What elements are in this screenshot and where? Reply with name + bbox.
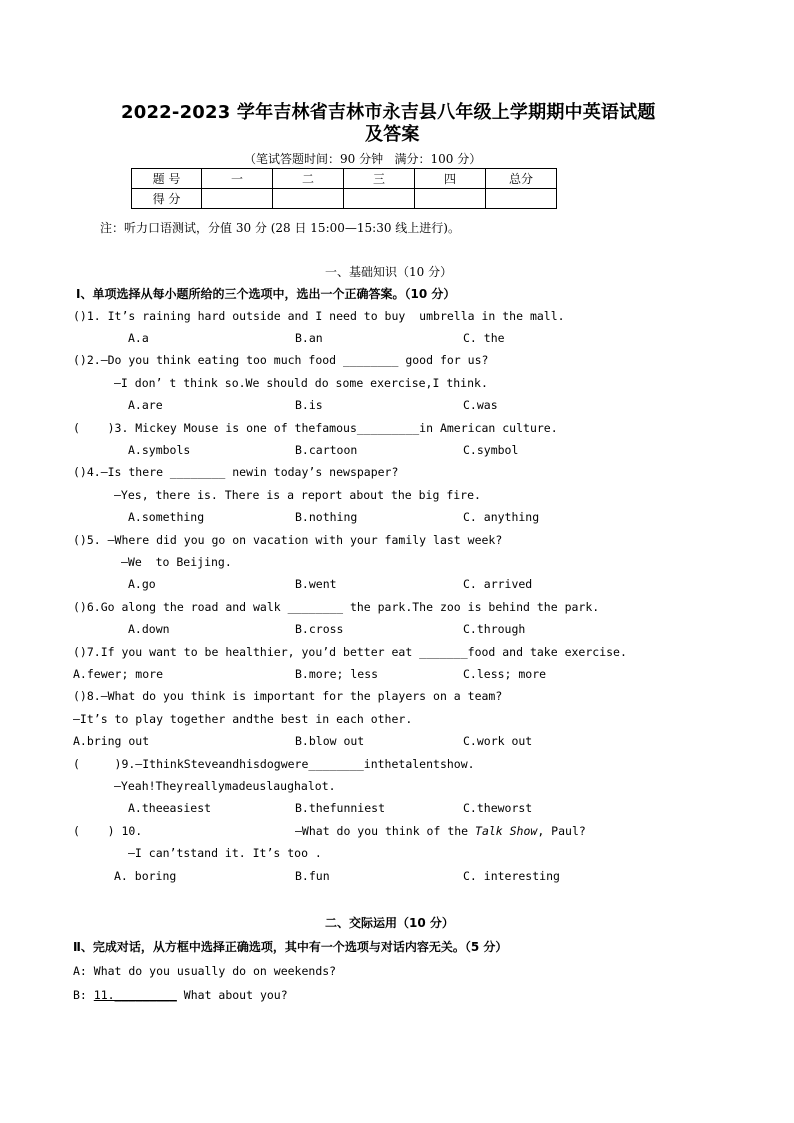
exam-subtitle: （笔试答题时间：90 分钟 满分：100 分） (244, 152, 482, 166)
question-8: ()8.—What do you think is important for the players on a team? (73, 689, 503, 703)
option-b[interactable]: B.more; less (295, 667, 379, 681)
option-b[interactable]: B.cross (295, 622, 344, 636)
score-cell: 一 (202, 169, 273, 189)
question-10-text: —What do you think of the (295, 824, 476, 838)
score-cell: 四 (415, 169, 486, 189)
part2-heading: Ⅱ、完成对话，从方框中选择正确选项，其中有一个选项与对话内容无关。（5 分） (73, 940, 508, 954)
option-a[interactable]: A.are (128, 398, 163, 412)
question-5: ()5. —Where did you go on vacation with your family last week? (73, 533, 503, 547)
score-cell: 三 (344, 169, 415, 189)
dialogue-line-b-text: What about you? (176, 988, 288, 1002)
option-a[interactable]: A.bring out (73, 734, 150, 748)
question-4: ()4.—Is there ________ newin today’s newspaper? (73, 465, 399, 479)
score-cell: 得 分 (132, 189, 202, 209)
option-c[interactable]: C.symbol (463, 443, 519, 457)
question-7: ()7.If you want to be healthier, you’d better eat _______food and take exercise. (73, 645, 627, 659)
option-a[interactable]: A.fewer; more (73, 667, 164, 681)
question-10 (295, 824, 586, 838)
score-table-header-row (132, 169, 557, 189)
exam-title-line1: 2022-2023 学年吉林省吉林市永吉县八年级上学期期中英语试题 (121, 102, 656, 123)
question-10-number: ( ) 10. (73, 824, 143, 838)
question-2-reply: —I don’ t think so.We should do some exercise,I think. (114, 376, 488, 390)
option-c[interactable]: C.was (463, 398, 498, 412)
score-table-score-row (132, 189, 557, 209)
option-a[interactable]: A.something (128, 510, 205, 524)
option-b[interactable]: B.blow out (295, 734, 365, 748)
question-10-show-title: Talk Show (475, 824, 538, 838)
part1-heading: Ⅰ、单项选择从每小题所给的三个选项中，选出一个正确答案。（10 分） (76, 287, 456, 301)
section2-heading: 二、交际运用（10 分） (325, 916, 454, 930)
dialogue-line-a: A: What do you usually do on weekends? (73, 964, 337, 978)
question-6: ()6.Go along the road and walk ________ the park.The zoo is behind the park. (73, 600, 600, 614)
listening-note: 注：听力口语测试，分值 30 分 (28 日 15:00—15:30 线上进行)。 (100, 221, 460, 235)
dialogue-speaker-b: B: (73, 988, 94, 1002)
score-cell: 总分 (486, 169, 557, 189)
option-b[interactable]: B.thefunniest (295, 801, 386, 815)
question-9: ( )9.—IthinkSteveandhisdogwere________inthetalentshow. (73, 757, 475, 771)
option-a[interactable]: A. boring (114, 869, 177, 883)
option-c[interactable]: C.theworst (463, 801, 533, 815)
section1-heading: 一、基础知识（10 分） (325, 265, 453, 279)
option-b[interactable]: B.went (295, 577, 337, 591)
option-b[interactable]: B.nothing (295, 510, 358, 524)
option-b[interactable]: B.is (295, 398, 323, 412)
question-3: ( )3. Mickey Mouse is one of thefamous_________in American culture. (73, 421, 558, 435)
score-input-cell[interactable] (202, 189, 273, 209)
option-b[interactable]: B.cartoon (295, 443, 358, 457)
question-2: ()2.—Do you think eating too much food ________ good for us? (73, 353, 489, 367)
score-cell: 二 (273, 169, 344, 189)
question-10-reply: —I can’tstand it. It’s too . (128, 846, 322, 860)
option-a[interactable]: A.go (128, 577, 156, 591)
answer-blank-11[interactable]: 11._________ (93, 988, 177, 1002)
question-8-reply: —It’s to play together andthe best in each other. (73, 712, 413, 726)
option-c[interactable]: C.through (463, 622, 526, 636)
option-c[interactable]: C. arrived (463, 577, 533, 591)
question-4-reply: —Yes, there is. There is a report about the big fire. (114, 488, 481, 502)
exam-title-line2: 及答案 (365, 124, 420, 145)
option-c[interactable]: C. anything (463, 510, 540, 524)
option-a[interactable]: A.symbols (128, 443, 191, 457)
score-table (131, 168, 557, 209)
option-a[interactable]: A.down (128, 622, 170, 636)
option-b[interactable]: B.fun (295, 869, 330, 883)
option-a[interactable]: A.theeasiest (128, 801, 212, 815)
option-c[interactable]: C.less; more (463, 667, 547, 681)
question-10-text-end: , Paul? (537, 824, 586, 838)
option-c[interactable]: C.work out (463, 734, 533, 748)
option-c[interactable]: C. the (463, 331, 505, 345)
score-input-cell[interactable] (344, 189, 415, 209)
question-5-reply: —We to Beijing. (121, 555, 232, 569)
dialogue-line-b (73, 988, 288, 1002)
score-input-cell[interactable] (415, 189, 486, 209)
score-input-cell[interactable] (486, 189, 557, 209)
question-1: ()1. It’s raining hard outside and I need to buy umbrella in the mall. (73, 309, 565, 323)
option-a[interactable]: A.a (128, 331, 149, 345)
option-b[interactable]: B.an (295, 331, 323, 345)
option-c[interactable]: C. interesting (463, 869, 560, 883)
score-cell: 题 号 (132, 169, 202, 189)
score-input-cell[interactable] (273, 189, 344, 209)
question-9-reply: —Yeah!Theyreallymadeuslaughalot. (114, 779, 336, 793)
